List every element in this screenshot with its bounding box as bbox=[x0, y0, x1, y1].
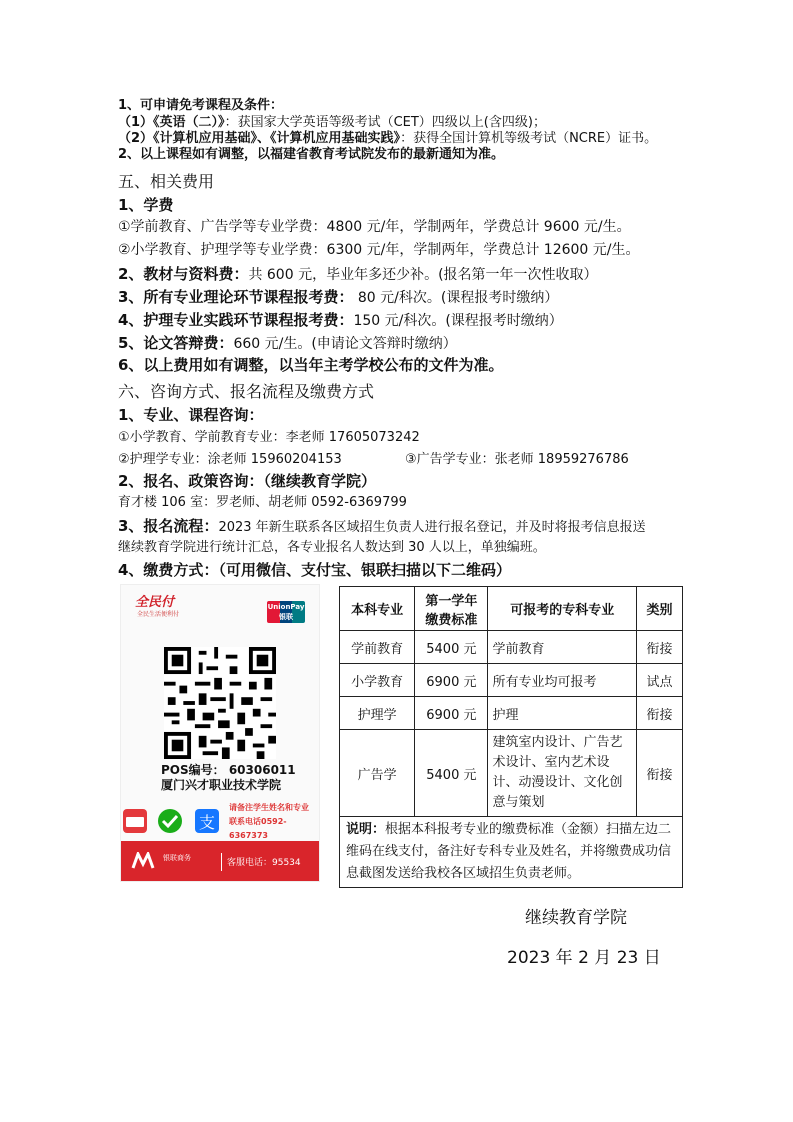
remark-line1: 请备注学生姓名和专业 bbox=[229, 803, 309, 812]
thesis-fee bbox=[118, 334, 457, 353]
quanminfu-logo: 全民付 bbox=[135, 595, 175, 610]
cell-specialty: 所有专业均可报考 bbox=[488, 664, 636, 697]
materials-label: 2、教材与资料费： bbox=[118, 265, 249, 283]
english-course: 《英语（二）》 bbox=[153, 115, 225, 130]
practice-value: 150 元/科次。(课程报考时缴纳） bbox=[353, 313, 563, 329]
exemption-adjust: 2、以上课程如有调整，以福建省教育考试院发布的最新通知为准。 bbox=[118, 147, 505, 162]
payment-text: （可用微信、支付宝、银联扫描以下二维码） bbox=[218, 561, 511, 579]
table-row bbox=[340, 730, 683, 817]
signature-org: 继续教育学院 bbox=[525, 908, 627, 928]
table-row bbox=[340, 664, 683, 697]
footer-divider bbox=[221, 853, 222, 871]
thesis-value: 660 元/生。(申请论文答辩时缴纳） bbox=[233, 336, 457, 352]
note-label: 说明： bbox=[346, 822, 386, 837]
process-line1 bbox=[118, 517, 646, 536]
english-prefix: （1） bbox=[118, 115, 154, 130]
table-header-row bbox=[340, 587, 683, 631]
cell-fee: 6900 元 bbox=[415, 664, 488, 697]
chinaums-logo-icon bbox=[131, 852, 159, 870]
cell-specialty: 护理 bbox=[488, 697, 636, 730]
quanminfu-slogan: 全民生活便利付 bbox=[137, 611, 180, 618]
header-eligible-specialty: 可报考的专科专业 bbox=[488, 587, 636, 631]
fees-heading: 五、相关费用 bbox=[118, 172, 215, 191]
header-undergrad-major: 本科专业 bbox=[340, 587, 415, 631]
chinaums-label: 银联商务 bbox=[163, 854, 191, 862]
payment-label: 4、缴费方式： bbox=[118, 561, 219, 579]
cell-type: 衔接 bbox=[636, 631, 682, 664]
merchant-name: 厦门兴才职业技术学院 bbox=[161, 778, 282, 792]
computer-prefix: （2） bbox=[118, 131, 154, 146]
pos-number: POS编号： 60306011 bbox=[161, 763, 296, 777]
policy-contact: 育才楼 106 室：罗老师、胡老师 0592-6369799 bbox=[118, 495, 407, 510]
materials-value: 共 600 元，毕业年多还少补。(报名第一年一次性收取） bbox=[248, 267, 598, 283]
cell-fee: 5400 元 bbox=[415, 631, 488, 664]
exemption-english bbox=[118, 115, 546, 131]
svg-text:支: 支 bbox=[198, 813, 216, 832]
fees-adjust: 6、以上费用如有调整，以当年主考学校公布的文件为准。 bbox=[118, 356, 504, 374]
unionpay-app-icon bbox=[123, 809, 147, 833]
cell-specialty: 学前教育 bbox=[488, 631, 636, 664]
cell-type: 衔接 bbox=[636, 730, 682, 817]
exemption-title: 1、可申请免考课程及条件： bbox=[118, 98, 284, 113]
fee-table bbox=[339, 586, 683, 888]
table-note bbox=[340, 817, 683, 888]
cell-major: 广告学 bbox=[340, 730, 415, 817]
signature-date: 2023 年 2 月 23 日 bbox=[507, 948, 661, 968]
thesis-label: 5、论文答辩费： bbox=[118, 334, 234, 352]
practice-fee bbox=[118, 311, 563, 330]
cell-major: 小学教育 bbox=[340, 664, 415, 697]
policy-title: 2、报名、政策咨询：（继续教育学院） bbox=[118, 472, 376, 490]
header-category: 类别 bbox=[636, 587, 682, 631]
english-condition: ：获国家大学英语等级考试（CET）四级以上(含四级)； bbox=[224, 115, 546, 130]
contact-heading: 六、咨询方式、报名流程及缴费方式 bbox=[118, 382, 375, 401]
table-row bbox=[340, 631, 683, 664]
theory-value: 80 元/科次。(课程报考时缴纳） bbox=[353, 290, 559, 306]
cell-fee: 5400 元 bbox=[415, 730, 488, 817]
remark-line2: 联系电话0592-6367373 bbox=[229, 817, 287, 840]
payment-qr-code-icon[interactable] bbox=[161, 647, 279, 759]
cell-major: 学前教育 bbox=[340, 631, 415, 664]
card-footer bbox=[121, 841, 320, 882]
process-label: 3、报名流程： bbox=[118, 517, 219, 535]
consult-nursing: ②护理学专业：涂老师 15960204153 bbox=[118, 452, 342, 467]
process-text1: 2023 年新生联系各区域招生负责人进行报名登记，并及时将报考信息报送 bbox=[218, 520, 646, 535]
cell-type: 试点 bbox=[636, 664, 682, 697]
table-note-row bbox=[340, 817, 683, 888]
wechat-pay-icon bbox=[158, 809, 182, 833]
card-header bbox=[121, 585, 320, 630]
tuition-b: ②小学教育、护理学等专业学费：6300 元/年，学制两年，学费总计 12600 元/生。 bbox=[118, 242, 640, 258]
theory-label: 3、所有专业理论环节课程报考费： bbox=[118, 288, 354, 306]
unionpay-label: UnionPay 银联 bbox=[267, 603, 305, 621]
cell-major: 护理学 bbox=[340, 697, 415, 730]
payment-qr-card bbox=[120, 584, 320, 882]
consult-title: 1、专业、课程咨询： bbox=[118, 406, 264, 424]
tuition-title: 1、学费 bbox=[118, 196, 174, 214]
note-text: 根据本科报考专业的缴费标准（金额）扫描左边二维码在线支付，备注好专科专业及姓名，并将缴费成功信息截图发送给我校各区域招生负责老师。 bbox=[346, 822, 672, 881]
materials-fee bbox=[118, 265, 598, 284]
cell-specialty: 建筑室内设计、广告艺术设计、室内艺术设计、动漫设计、文化创意与策划 bbox=[488, 730, 636, 817]
unionpay-logo-icon bbox=[267, 601, 305, 623]
computer-condition: ：获得全国计算机等级考试（NCRE）证书。 bbox=[400, 131, 658, 146]
process-line2: 继续教育学院进行统计汇总，各专业报名人数达到 30 人以上，单独编班。 bbox=[118, 540, 546, 555]
consult-primary: ①小学教育、学前教育专业：李老师 17605073242 bbox=[118, 430, 420, 445]
alipay-icon bbox=[195, 809, 219, 833]
cell-type: 衔接 bbox=[636, 697, 682, 730]
payment-app-icons bbox=[123, 807, 227, 835]
computer-course: 《计算机应用基础》、《计算机应用基础实践》 bbox=[153, 131, 401, 146]
header-first-year-fee: 第一学年缴费标准 bbox=[415, 587, 488, 631]
cell-fee: 6900 元 bbox=[415, 697, 488, 730]
payment-line bbox=[118, 561, 511, 579]
tuition-a: ①学前教育、广告学等专业学费：4800 元/年，学制两年，学费总计 9600 元/生。 bbox=[118, 219, 631, 235]
consult-advertising: ③广告学专业：张老师 18959276786 bbox=[405, 452, 629, 467]
theory-fee bbox=[118, 288, 558, 307]
table-row bbox=[340, 697, 683, 730]
practice-label: 4、护理专业实践环节课程报考费： bbox=[118, 311, 354, 329]
service-hotline: 客服电话：95534 bbox=[227, 858, 301, 868]
payment-remark-note bbox=[229, 801, 319, 843]
exemption-computer bbox=[118, 131, 657, 147]
